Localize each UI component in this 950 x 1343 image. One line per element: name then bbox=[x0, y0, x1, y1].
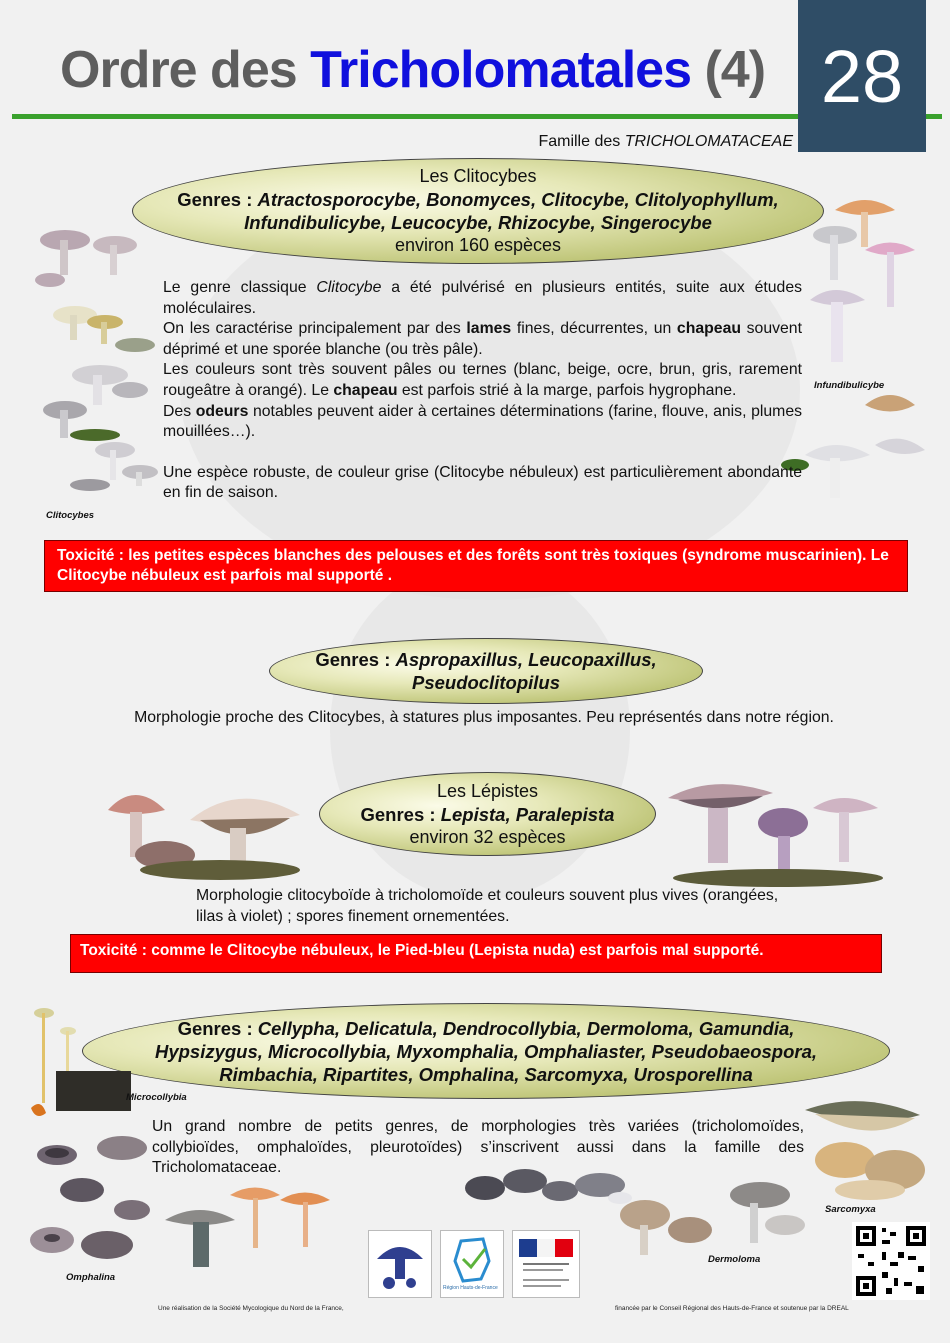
page-number-badge bbox=[798, 0, 926, 152]
mushroom-illustration bbox=[30, 1136, 150, 1259]
mushroom-illustration bbox=[35, 230, 158, 491]
paragraph: Une espèce robuste, de couleur grise (Clitocybe nébuleux) est particulièrement abondante en fin de saison. bbox=[163, 463, 802, 502]
lepista-photo-right bbox=[663, 778, 893, 893]
mushroom-illustration bbox=[465, 1169, 632, 1204]
page-title bbox=[60, 40, 765, 100]
prefet-logo bbox=[512, 1230, 580, 1298]
mushroom-illustration bbox=[165, 1188, 330, 1268]
family-label bbox=[538, 133, 793, 151]
paxillus-genres-line2: Pseudoclitopilus bbox=[411, 672, 561, 693]
genres-list: Atractosporocybe, Bonomyces, Clitocybe, Clitolyophyllum, bbox=[257, 189, 779, 210]
caption-infundibulicybe: Infundibulicybe bbox=[814, 380, 885, 391]
mushroom-illustration bbox=[805, 1101, 925, 1200]
pseudoclitopilus-photo bbox=[160, 1180, 360, 1275]
clitocybes-genres-line2 bbox=[244, 211, 712, 234]
other-genres-line2: Hypsizygus, Microcollybia, Myxomphalia, Omphaliaster, Pseudobaeospora, bbox=[154, 1040, 818, 1062]
mushroom-illustration bbox=[620, 1182, 805, 1255]
clitocybes-photo bbox=[20, 210, 170, 500]
smnf-logo-graphic bbox=[369, 1231, 431, 1297]
lepistes-heading: Les Lépistes bbox=[436, 780, 539, 801]
footer-credit-right: financée par le Conseil Régional des Hauts-de-France et soutenue par la DREAL bbox=[615, 1305, 849, 1312]
toxicity-warning-clitocybes: Toxicité : les petites espèces blanches des pelouses et des forêts sont très toxiques (syndrome muscarinien). Le Clitocybe nébuleux est parfois mal supporté . bbox=[44, 540, 908, 592]
footer-credit-left: Une réalisation de la Société Mycologique du Nord de la France, bbox=[158, 1305, 344, 1312]
lepistes-species: environ 32 espèces bbox=[409, 826, 566, 847]
clitocybes-heading: Les Clitocybes bbox=[419, 166, 537, 186]
caption-omphalina: Omphalina bbox=[66, 1272, 116, 1283]
other-genres-description: Un grand nombre de petits genres, de morphologies très variées (tricholomoïdes, collybioïdes, omphaloïdes, pleurotoïdes) s’inscrivent aussi dans la famille des Tricholomataceae. bbox=[152, 1118, 804, 1177]
prefet-logo-graphic bbox=[513, 1231, 579, 1297]
title-prefix: Ordre des bbox=[60, 41, 311, 99]
mushroom-illustration bbox=[668, 784, 883, 887]
sarcomyxa-photo bbox=[800, 1090, 940, 1205]
lepistes-description: Morphologie clitocyboïde à tricholomoïde et couleurs souvent plus vives (orangées, lilas à violet) ; spores finement ornementées. bbox=[196, 887, 779, 925]
paxillus-description: Morphologie proche des Clitocybes, à statures plus imposantes. Peu représentés dans notre région. bbox=[134, 709, 834, 726]
caption-clitocybes: Clitocybes bbox=[46, 510, 95, 521]
family-name: TRICHOLOMATACEAE bbox=[624, 133, 793, 150]
mushroom-illustration bbox=[108, 795, 300, 880]
paragraph: On les caractérise principalement par des lames fines, décurrentes, un chapeau souvent déprimé et une sporée blanche (ou très pâle). bbox=[163, 320, 802, 358]
other-genres-oval bbox=[82, 1003, 890, 1099]
microcollybia-photo bbox=[26, 1003, 136, 1123]
paragraph: Des odeurs notables peuvent aider à certaines déterminations (farine, flouve, anis, plumes mouillées…). bbox=[163, 402, 802, 441]
genres-label: Genres : bbox=[177, 189, 258, 210]
myxomphalia-photo bbox=[460, 1163, 635, 1213]
other-genres-line1: Genres : Cellypha, Delicatula, Dendrocollybia, Dermoloma, Gamundia, bbox=[177, 1017, 795, 1039]
region-hauts-de-france-logo bbox=[440, 1230, 504, 1298]
toxicity-warning-lepistes: Toxicité : comme le Clitocybe nébuleux, le Pied-bleu (Lepista nuda) est parfois mal supporté. bbox=[70, 934, 882, 973]
title-main: Tricholomatales bbox=[310, 41, 692, 99]
region-logo-label: Région Hauts-de-France bbox=[443, 1285, 498, 1291]
lepista-photo-left bbox=[100, 780, 315, 885]
clitocybes-genres-oval bbox=[132, 158, 824, 264]
paragraph: Les couleurs sont très souvent pâles ou ternes (blanc, beige, ocre, brun, gris, rarement rougeâtre à orangé). Le chapeau est parfois strié à la marge, parfois hygrophane. bbox=[163, 361, 802, 399]
clitocybes-species: environ 160 espèces bbox=[394, 235, 562, 255]
clitocybes-description bbox=[163, 278, 802, 504]
lepistes-genres: Genres : Lepista, Paralepista bbox=[360, 803, 615, 825]
family-prefix: Famille des bbox=[538, 133, 625, 150]
page-number: 28 bbox=[820, 34, 904, 118]
caption-dermoloma: Dermoloma bbox=[708, 1254, 761, 1265]
genres-list: Infundibulicybe, Leucocybe, Rhizocybe, Singerocybe bbox=[244, 212, 712, 233]
caption-sarcomyxa: Sarcomyxa bbox=[825, 1204, 876, 1215]
title-suffix: (4) bbox=[691, 41, 766, 99]
mushroom-illustration bbox=[781, 200, 925, 498]
paxillus-genres-line1: Genres : Aspropaxillus, Leucopaxillus, bbox=[315, 649, 657, 670]
omphalina-photo bbox=[22, 1130, 157, 1270]
clitocybes-genres-line1 bbox=[177, 188, 778, 211]
other-genres-line3: Rimbachia, Ripartites, Omphalina, Sarcomyxa, Urosporellina bbox=[219, 1063, 753, 1085]
caption-microcollybia: Microcollybia bbox=[126, 1092, 187, 1103]
mushroom-illustration bbox=[31, 1008, 131, 1116]
lepistes-genres-oval bbox=[319, 772, 656, 856]
paxillus-genres-oval bbox=[269, 638, 703, 704]
paragraph: Le genre classique Clitocybe a été pulvérisé en plusieurs entités, suite aux études moléculaires. bbox=[163, 279, 802, 317]
smnf-logo bbox=[368, 1230, 432, 1298]
qr-code[interactable] bbox=[852, 1222, 930, 1300]
